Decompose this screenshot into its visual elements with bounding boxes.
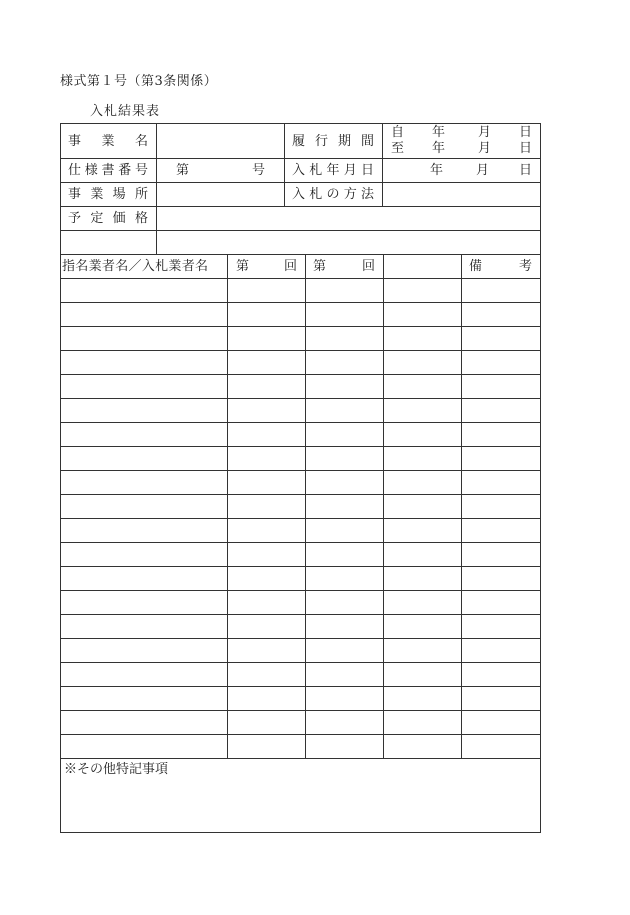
- round2-prefix: 第: [313, 259, 327, 274]
- result-cell-round2[interactable]: [306, 351, 383, 374]
- form-number: 様式第１号（第3条関係）: [60, 74, 218, 89]
- spec-number-label-text: 仕 様 書 番 号: [68, 163, 148, 178]
- spec-number-prefix: 第: [176, 163, 190, 178]
- result-cell-remarks[interactable]: [462, 423, 540, 446]
- project-location-field[interactable]: [157, 183, 284, 206]
- result-cell-col4[interactable]: [384, 711, 461, 734]
- result-row-rule: [60, 758, 541, 759]
- result-cell-remarks[interactable]: [462, 663, 540, 686]
- period-from-day: 日: [519, 125, 533, 140]
- result-cell-bidder[interactable]: [61, 447, 227, 470]
- result-cell-bidder[interactable]: [61, 303, 227, 326]
- result-cell-round1[interactable]: [228, 711, 305, 734]
- result-cell-round2[interactable]: [306, 447, 383, 470]
- result-cell-round1[interactable]: [228, 375, 305, 398]
- result-cell-col4[interactable]: [384, 423, 461, 446]
- result-cell-bidder[interactable]: [61, 639, 227, 662]
- result-cell-round1[interactable]: [228, 351, 305, 374]
- result-cell-round2[interactable]: [306, 303, 383, 326]
- planned-price-field[interactable]: [157, 207, 540, 230]
- result-cell-round2[interactable]: [306, 423, 383, 446]
- frame-top: [60, 123, 541, 124]
- result-cell-remarks[interactable]: [462, 687, 540, 710]
- rule-info-mid-col: [284, 123, 285, 206]
- result-cell-col4[interactable]: [384, 375, 461, 398]
- rule-info-5: [60, 254, 541, 255]
- result-cell-round1[interactable]: [228, 639, 305, 662]
- result-cell-remarks[interactable]: [462, 495, 540, 518]
- result-cell-remarks[interactable]: [462, 327, 540, 350]
- period-from-year: 年: [432, 125, 446, 140]
- result-cell-round1[interactable]: [228, 615, 305, 638]
- result-cell-col4[interactable]: [384, 399, 461, 422]
- result-cell-round2[interactable]: [306, 375, 383, 398]
- bid-method-field[interactable]: [383, 183, 540, 206]
- result-cell-bidder[interactable]: [61, 375, 227, 398]
- round1-prefix: 第: [236, 259, 250, 274]
- remarks-header: [469, 260, 532, 274]
- result-cell-bidder[interactable]: [61, 567, 227, 590]
- spec-number-suffix: 号: [252, 163, 266, 178]
- result-cell-round1[interactable]: [228, 327, 305, 350]
- result-cell-bidder[interactable]: [61, 615, 227, 638]
- result-cell-round1[interactable]: [228, 399, 305, 422]
- result-cell-round2[interactable]: [306, 663, 383, 686]
- result-cell-round1[interactable]: [228, 591, 305, 614]
- result-cell-bidder[interactable]: [61, 663, 227, 686]
- result-cell-remarks[interactable]: [462, 615, 540, 638]
- bid-method-label-text: 入 札 の 方 法: [292, 187, 374, 202]
- notes-label: ※その他特記事項: [64, 762, 169, 777]
- bid-date-month: 月: [476, 163, 490, 178]
- result-cell-round2[interactable]: [306, 567, 383, 590]
- result-cell-round2[interactable]: [306, 519, 383, 542]
- result-cell-col4[interactable]: [384, 351, 461, 374]
- result-cell-remarks[interactable]: [462, 567, 540, 590]
- result-cell-round2[interactable]: [306, 639, 383, 662]
- result-cell-col4[interactable]: [384, 279, 461, 302]
- result-cell-bidder[interactable]: [61, 423, 227, 446]
- project-name-label-text: 事 業 名: [68, 134, 148, 149]
- period-to-day: 日: [519, 141, 533, 156]
- result-cell-round1[interactable]: [228, 423, 305, 446]
- result-cell-bidder[interactable]: [61, 399, 227, 422]
- result-cell-bidder[interactable]: [61, 495, 227, 518]
- result-cell-bidder[interactable]: [61, 351, 227, 374]
- project-location-label: [68, 188, 148, 202]
- result-cell-bidder[interactable]: [61, 735, 227, 758]
- result-cell-bidder[interactable]: [61, 711, 227, 734]
- result-cell-round1[interactable]: [228, 279, 305, 302]
- round2-suffix: 回: [362, 259, 376, 274]
- result-cell-col4[interactable]: [384, 615, 461, 638]
- result-cell-round1[interactable]: [228, 543, 305, 566]
- result-cell-round2[interactable]: [306, 495, 383, 518]
- result-cell-remarks[interactable]: [462, 591, 540, 614]
- planned-price-label-text: 予 定 価 格: [68, 211, 148, 226]
- bid-method-label: [292, 188, 374, 202]
- result-cell-remarks[interactable]: [462, 447, 540, 470]
- rule-info-1: [60, 158, 541, 159]
- result-cell-round1[interactable]: [228, 567, 305, 590]
- result-cell-col4[interactable]: [384, 471, 461, 494]
- project-location-label-text: 事 業 場 所: [68, 187, 148, 202]
- bid-date-year: 年: [430, 163, 444, 178]
- round1-suffix: 回: [284, 259, 298, 274]
- result-cell-col4[interactable]: [384, 519, 461, 542]
- document-title: 入札結果表: [90, 104, 161, 119]
- result-cell-col4[interactable]: [384, 447, 461, 470]
- project-name-label: [68, 135, 148, 149]
- result-cell-remarks[interactable]: [462, 303, 540, 326]
- period-to-year: 年: [432, 141, 446, 156]
- result-cell-remarks[interactable]: [462, 519, 540, 542]
- bid-date-label-text: 入 札 年 月 日: [292, 163, 374, 178]
- result-cell-bidder[interactable]: [61, 327, 227, 350]
- spec-number-field[interactable]: [190, 159, 250, 182]
- bid-date-day: 日: [519, 163, 533, 178]
- result-cell-bidder[interactable]: [61, 591, 227, 614]
- result-cell-bidder[interactable]: [61, 687, 227, 710]
- period-label-text: 履 行 期 間: [292, 134, 374, 149]
- result-cell-remarks[interactable]: [462, 399, 540, 422]
- period-label: [292, 135, 374, 149]
- result-cell-remarks[interactable]: [462, 543, 540, 566]
- result-cell-col4[interactable]: [384, 591, 461, 614]
- blank-info-field[interactable]: [157, 231, 540, 254]
- result-cell-col4[interactable]: [384, 543, 461, 566]
- result-cell-remarks[interactable]: [462, 639, 540, 662]
- result-cell-col4[interactable]: [384, 663, 461, 686]
- result-cell-col4[interactable]: [384, 687, 461, 710]
- result-cell-round2[interactable]: [306, 615, 383, 638]
- result-cell-round1[interactable]: [228, 303, 305, 326]
- notes-field[interactable]: [61, 780, 540, 832]
- result-cell-bidder[interactable]: [61, 543, 227, 566]
- result-cell-round1[interactable]: [228, 687, 305, 710]
- planned-price-label: [68, 212, 148, 226]
- result-cell-remarks[interactable]: [462, 375, 540, 398]
- result-cell-col4[interactable]: [384, 567, 461, 590]
- project-name-field[interactable]: [157, 124, 284, 158]
- result-cell-round1[interactable]: [228, 471, 305, 494]
- result-cell-bidder[interactable]: [61, 279, 227, 302]
- result-cell-col4[interactable]: [384, 495, 461, 518]
- result-cell-round1[interactable]: [228, 663, 305, 686]
- bid-date-label: [292, 164, 374, 178]
- bidder-header: 指名業者名／入札業者名: [62, 259, 209, 274]
- result-cell-round2[interactable]: [306, 279, 383, 302]
- result-cell-round2[interactable]: [306, 543, 383, 566]
- period-to-month: 月: [478, 141, 492, 156]
- result-cell-round1[interactable]: [228, 519, 305, 542]
- result-cell-round2[interactable]: [306, 711, 383, 734]
- result-cell-remarks[interactable]: [462, 735, 540, 758]
- result-cell-round1[interactable]: [228, 447, 305, 470]
- frame-bottom: [60, 832, 541, 833]
- result-cell-remarks[interactable]: [462, 711, 540, 734]
- result-cell-round2[interactable]: [306, 327, 383, 350]
- result-cell-col4[interactable]: [384, 303, 461, 326]
- spec-number-label: [68, 164, 148, 178]
- result-cell-remarks[interactable]: [462, 279, 540, 302]
- result-cell-round2[interactable]: [306, 399, 383, 422]
- result-cell-remarks[interactable]: [462, 471, 540, 494]
- result-cell-round2[interactable]: [306, 687, 383, 710]
- result-cell-round2[interactable]: [306, 591, 383, 614]
- result-cell-remarks[interactable]: [462, 351, 540, 374]
- result-cell-bidder[interactable]: [61, 471, 227, 494]
- period-from: 自: [391, 125, 405, 140]
- result-cell-bidder[interactable]: [61, 519, 227, 542]
- period-to: 至: [391, 141, 405, 156]
- remarks-header-text: 備 考: [469, 259, 532, 274]
- result-cell-round2[interactable]: [306, 471, 383, 494]
- result-cell-col4[interactable]: [384, 327, 461, 350]
- period-from-month: 月: [478, 125, 492, 140]
- result-cell-round1[interactable]: [228, 495, 305, 518]
- result-cell-round1[interactable]: [228, 735, 305, 758]
- result-cell-col4[interactable]: [384, 639, 461, 662]
- result-cell-col4[interactable]: [384, 735, 461, 758]
- result-cell-round2[interactable]: [306, 735, 383, 758]
